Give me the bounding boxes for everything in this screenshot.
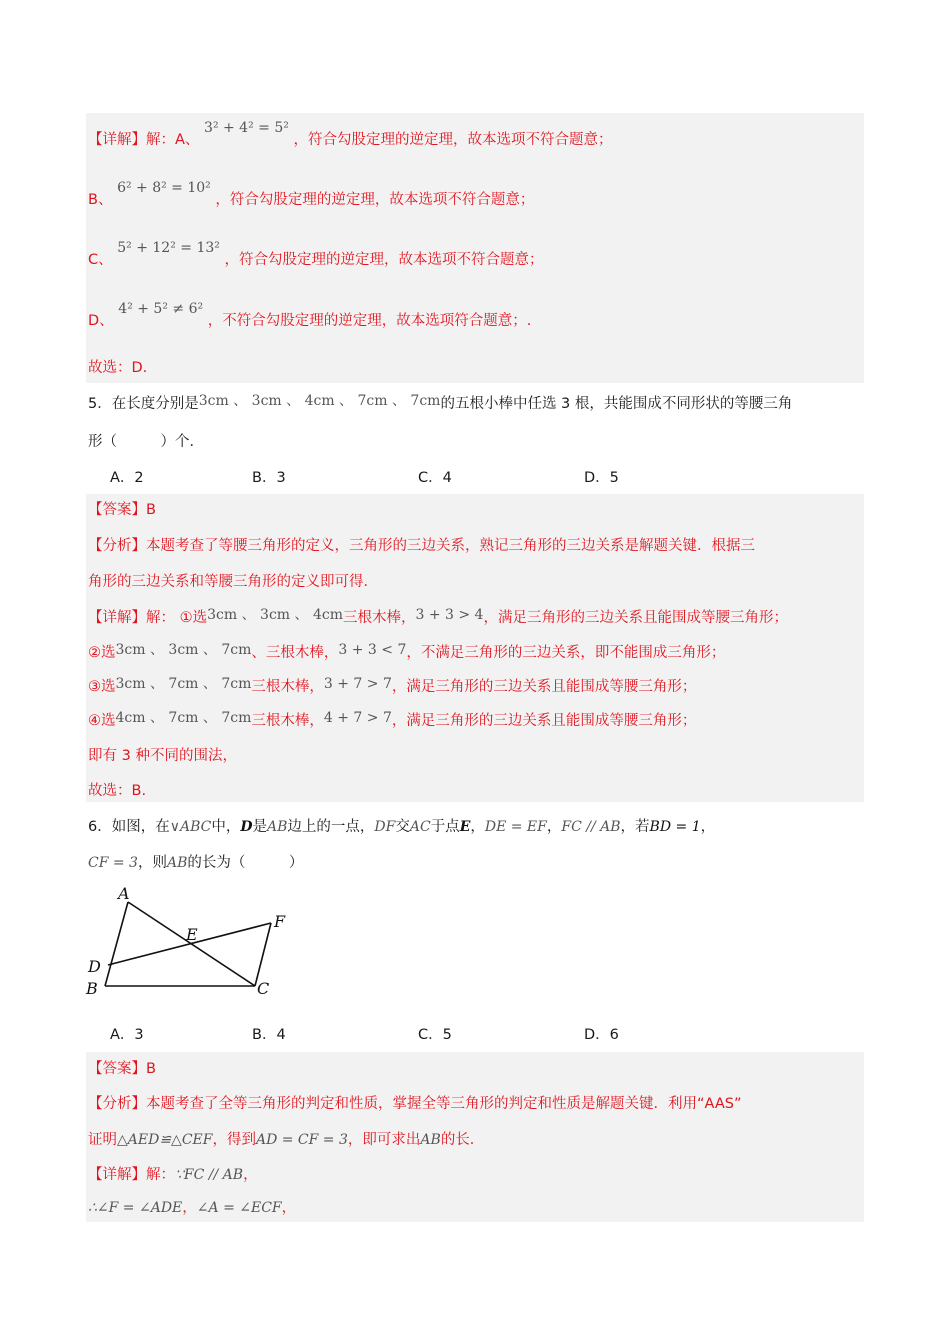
label-a: A bbox=[118, 884, 130, 903]
q5-detail-3: ③选3cm 、 7cm 、 7cm三根木棒，3 + 7 > 7，满足三角形的三边关系且能围成等腰三角形； bbox=[88, 676, 697, 695]
label-d: D bbox=[88, 957, 101, 976]
segment-ab bbox=[105, 902, 128, 986]
q5-choice-c: C．4 bbox=[418, 470, 452, 486]
label-f: F bbox=[274, 912, 286, 931]
q6-stem-line1: 6．如图，在∨ABC中，D是AB边上的一点，DF交AC于点E，DE = EF，FC // AB，若BD = 1， bbox=[88, 819, 716, 835]
q6-analysis-line2: 证明△AED≌△CEF，得到AD = CF = 3，即可求出AB的长． bbox=[88, 1132, 485, 1148]
label-e: E bbox=[186, 925, 198, 944]
q5-detail-2: ②选3cm 、 3cm 、 7cm、三根木棒，3 + 3 < 7，不满足三角形的三边关系，即不能围成三角形； bbox=[88, 642, 726, 661]
q5-conclusion: 故选：B. bbox=[88, 783, 147, 799]
q6-detail-1: 【详解】解：∵FC // AB， bbox=[88, 1167, 258, 1183]
q6-choice-c: C．5 bbox=[418, 1027, 452, 1043]
q6-choice-a: A．3 bbox=[110, 1027, 144, 1043]
q5-choice-d: D．5 bbox=[584, 470, 619, 486]
q4-detail-a: 【详解】解：A、 3² + 4² = 5² ，符合勾股定理的逆定理，故本选项不符合题意； bbox=[88, 120, 613, 148]
q6-figure bbox=[84, 880, 294, 1005]
q5-answer: 【答案】B bbox=[88, 502, 156, 518]
q5-analysis-line1: 【分析】本题考查了等腰三角形的定义，三角形的三边关系，熟记三角形的三边关系是解题关键．根据三 bbox=[88, 538, 755, 554]
q4-detail-d: D、 4² + 5² ≠ 6² ，不符合勾股定理的逆定理，故本选项符合题意；. bbox=[88, 301, 532, 329]
q5-detail-4: ④选4cm 、 7cm 、 7cm三根木棒，4 + 7 > 7，满足三角形的三边关系且能围成等腰三角形； bbox=[88, 710, 697, 729]
q5-choice-b: B．3 bbox=[252, 470, 286, 486]
label-c: C bbox=[257, 979, 270, 998]
q4-conclusion: 故选：D. bbox=[88, 360, 148, 376]
q5-analysis-line2: 角形的三边关系和等腰三角形的定义即可得． bbox=[88, 574, 378, 590]
q6-stem-line2: CF = 3，则AB的长为（ ） bbox=[88, 855, 304, 871]
q4-detail-b: B、 6² + 8² = 10² ，符合勾股定理的逆定理，故本选项不符合题意； bbox=[88, 180, 535, 208]
q6-answer: 【答案】B bbox=[88, 1061, 156, 1077]
label-b: B bbox=[86, 979, 98, 998]
q6-choice-b: B．4 bbox=[252, 1027, 286, 1043]
q5-stem-line1: 5．在长度分别是3cm 、 3cm 、 4cm 、 7cm 、 7cm的五根小棒中任选 3 根，共能围成不同形状的等腰三角 bbox=[88, 393, 793, 412]
segment-cf bbox=[255, 923, 271, 986]
q4-detail-c: C、 5² + 12² = 13² ，符合勾股定理的逆定理，故本选项不符合题意； bbox=[88, 240, 544, 268]
q6-choice-d: D．6 bbox=[584, 1027, 619, 1043]
q6-analysis-line1: 【分析】本题考查了全等三角形的判定和性质，掌握全等三角形的判定和性质是解题关键．利用“AAS” bbox=[88, 1096, 742, 1112]
q5-choice-a: A．2 bbox=[110, 470, 144, 486]
q5-detail-1: 【详解】解： ①选3cm 、 3cm 、 4cm三根木棒，3 + 3 > 4，满足三角形的三边关系且能围成等腰三角形； bbox=[88, 607, 788, 626]
q6-detail-2: ∴∠F = ∠ADE，∠A = ∠ECF， bbox=[88, 1200, 297, 1216]
q5-stem-line2: 形（ ）个． bbox=[88, 434, 204, 450]
q5-summary: 即有 3 种不同的围法， bbox=[88, 748, 237, 764]
